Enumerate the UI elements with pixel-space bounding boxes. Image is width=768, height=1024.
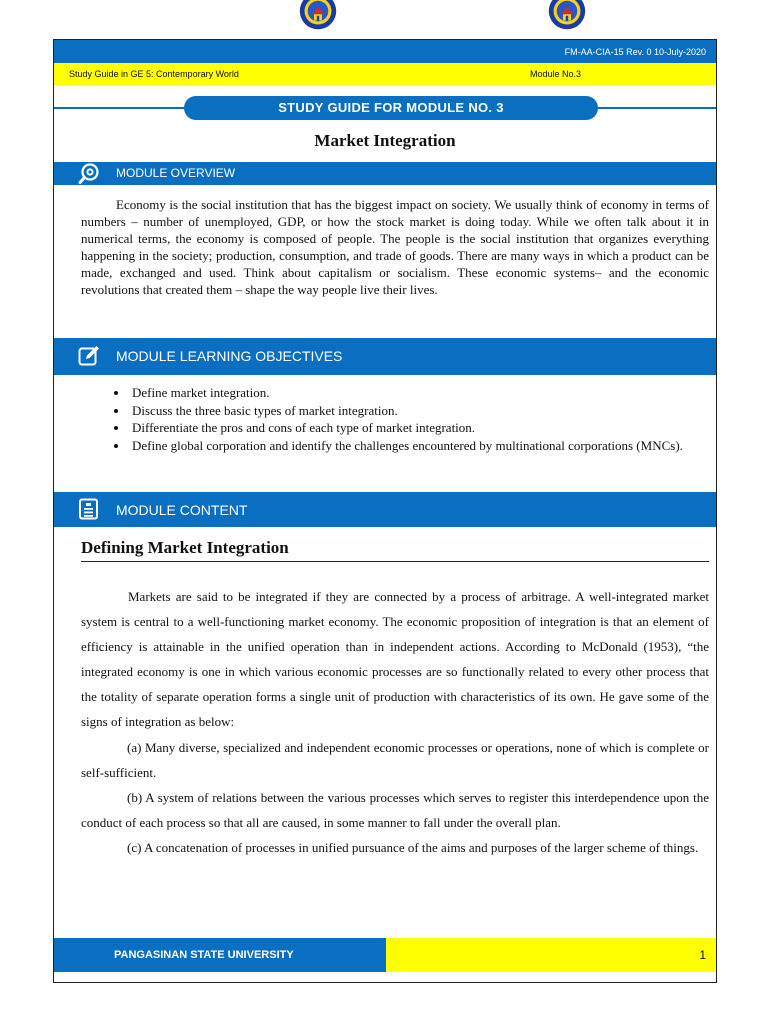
module-content-heading: MODULE CONTENT	[116, 502, 248, 518]
footer-page-number: 1	[386, 938, 716, 972]
learning-objectives-heading: MODULE LEARNING OBJECTIVES	[116, 348, 343, 364]
document-icon	[78, 498, 100, 525]
learning-objectives-bar	[54, 338, 716, 375]
content-body	[81, 584, 709, 860]
footer-university: PANGASINAN STATE UNIVERSITY	[54, 938, 386, 972]
edit-pencil-icon	[78, 345, 100, 372]
form-code: FM-AA-CIA-15 Rev. 0 10-July-2020	[564, 47, 706, 57]
module-content-bar	[54, 492, 716, 527]
content-paragraph: (a) Many diverse, specialized and independent economic processes or operations, none of which is complete or self-sufficient.	[81, 739, 709, 780]
university-seal-left	[294, 0, 342, 38]
learning-objectives-list	[81, 384, 709, 454]
content-paragraph: (b) A system of relations between the various processes which serves to register this interdependence upon the conduct of each process so that all are caused, in some manner to fall under the overall plan.	[81, 789, 709, 830]
magnifier-icon	[78, 163, 100, 189]
module-overview-text: Economy is the social institution that has the biggest impact on society. We usually think of economy in terms of numbers – number of unemployed, GDP, or how the stock market is doing today. While we often talk about it in numerical terms, the economy is composed of people. The people is the social institution that organizes everything happening in the society; production, consumption, and trade of goods. There are many ways in which a product can be made, exchanged and used. Think about capitalism or socialism. These economic systems– and the economic revolutions that created them – shape the way people live their lives.	[81, 197, 709, 298]
module-title: Market Integration	[314, 131, 456, 150]
study-guide-banner: STUDY GUIDE FOR MODULE NO. 3	[184, 96, 598, 120]
module-number: Module No.3	[530, 69, 582, 79]
list-item: • Discuss the three basic types of market integration.	[129, 402, 709, 420]
list-item: • Differentiate the pros and cons of each type of market integration.	[129, 419, 709, 437]
content-paragraph: (c) A concatenation of processes in unified pursuance of the aims and purposes of the larger scheme of things.	[127, 839, 699, 855]
content-paragraph: Markets are said to be integrated if they are connected by a process of arbitrage. A well-integrated market system is central to a well-functioning market economy. The economic proposition of integration is that an element of efficiency is attainable in the unified operation than in independent actions. According to McDonald (1953), “the integrated economy is one in which various economic processes are so functionally related to every other process that the totality of separate operation forms a single unit of production with characteristics of its own. He gave some of the signs of integration as below:	[81, 589, 709, 730]
list-item: • Define market integration.	[129, 384, 709, 402]
module-overview-heading: MODULE OVERVIEW	[116, 166, 236, 180]
course-name: Study Guide in GE 5: Contemporary World	[69, 69, 239, 79]
list-item: • Define global corporation and identify the challenges encountered by multinational corporations (MNCs).	[129, 437, 709, 455]
form-code-bar	[54, 40, 716, 63]
course-bar	[54, 63, 716, 85]
content-section-title: Defining Market Integration	[81, 538, 709, 562]
page-frame	[53, 39, 717, 983]
module-overview-bar	[54, 162, 716, 185]
university-seal-right	[543, 0, 591, 38]
